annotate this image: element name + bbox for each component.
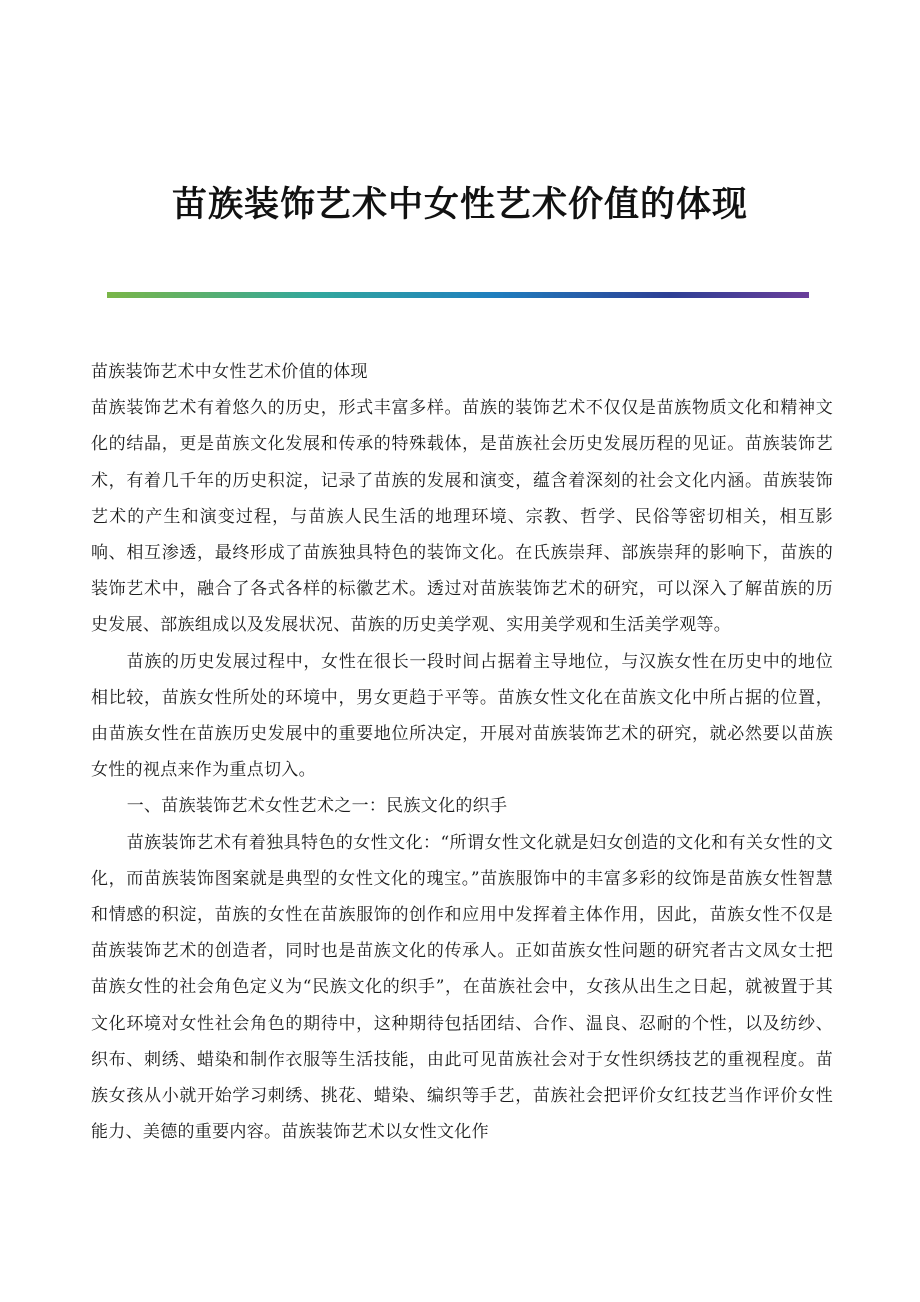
paragraph-history: 苗族的历史发展过程中，女性在很长一段时间占据着主导地位，与汉族女性在历史中的地位相比较，苗族女性所处的环境中，男女更趋于平等。苗族女性文化在苗族文化中所占据的位置，由苗族女性在苗族历史发展中的重要地位所决定，开展对苗族装饰艺术的研究，就必然要以苗族女性的视点来作为重点切入。 [91,651,833,781]
section-heading-1: 一、苗族装饰艺术女性艺术之一：民族文化的织手 [126,796,508,817]
paragraph-female-culture: 苗族装饰艺术有着独具特色的女性文化：“所谓女性文化就是妇女创造的文化和有关女性的文化，而苗族装饰图案就是典型的女性文化的瑰宝。”苗族服饰中的丰富多彩的纹饰是苗族女性智慧和情感的积淀，苗族的女性在苗族服饰的创作和应用中发挥着主体作用，因此，苗族女性不仅是苗族装饰艺术的创造者，同时也是苗族文化的传承人。正如苗族女性问题的研究者古文凤女士把苗族女性的社会角色定义为“民族文化的织手”，在苗族社会中，女孩从出生之日起，就被置于其文化环境对女性社会角色的期待中，这种期待包括团结、合作、温良、忍耐的个性，以及纺纱、织布、刺绣、蜡染和制作衣服等生活技能，由此可见苗族社会对于女性织绣技艺的重视程度。苗族女孩从小就开始学习刺绣、挑花、蜡染、编织等手艺，苗族社会把评价女红技艺当作评价女性能力、美德的重要内容。苗族装饰艺术以女性文化作 [91,832,833,1143]
document-body [91,354,833,1150]
document-title: 苗族装饰艺术中女性艺术价值的体现 [171,184,748,225]
title-divider [107,292,809,298]
paragraph-intro: 苗族装饰艺术有着悠久的历史，形式丰富多样。苗族的装饰艺术不仅仅是苗族物质文化和精神文化的结晶，更是苗族文化发展和传承的特殊载体，是苗族社会历史发展历程的见证。苗族装饰艺术，有着几千年的历史积淀，记录了苗族的发展和演变，蕴含着深刻的社会文化内涵。苗族装饰艺术的产生和演变过程，与苗族人民生活的地理环境、宗教、哲学、民俗等密切相关，相互影响、相互渗透，最终形成了苗族独具特色的装饰文化。在氏族崇拜、部族崇拜的影响下，苗族的装饰艺术中，融合了各式各样的标徽艺术。透过对苗族装饰艺术的研究，可以深入了解苗族的历史发展、部族组成以及发展状况、苗族的历史美学观、实用美学观和生活美学观等。 [91,398,833,636]
section-subtitle: 苗族装饰艺术中女性艺术价值的体现 [91,362,368,382]
